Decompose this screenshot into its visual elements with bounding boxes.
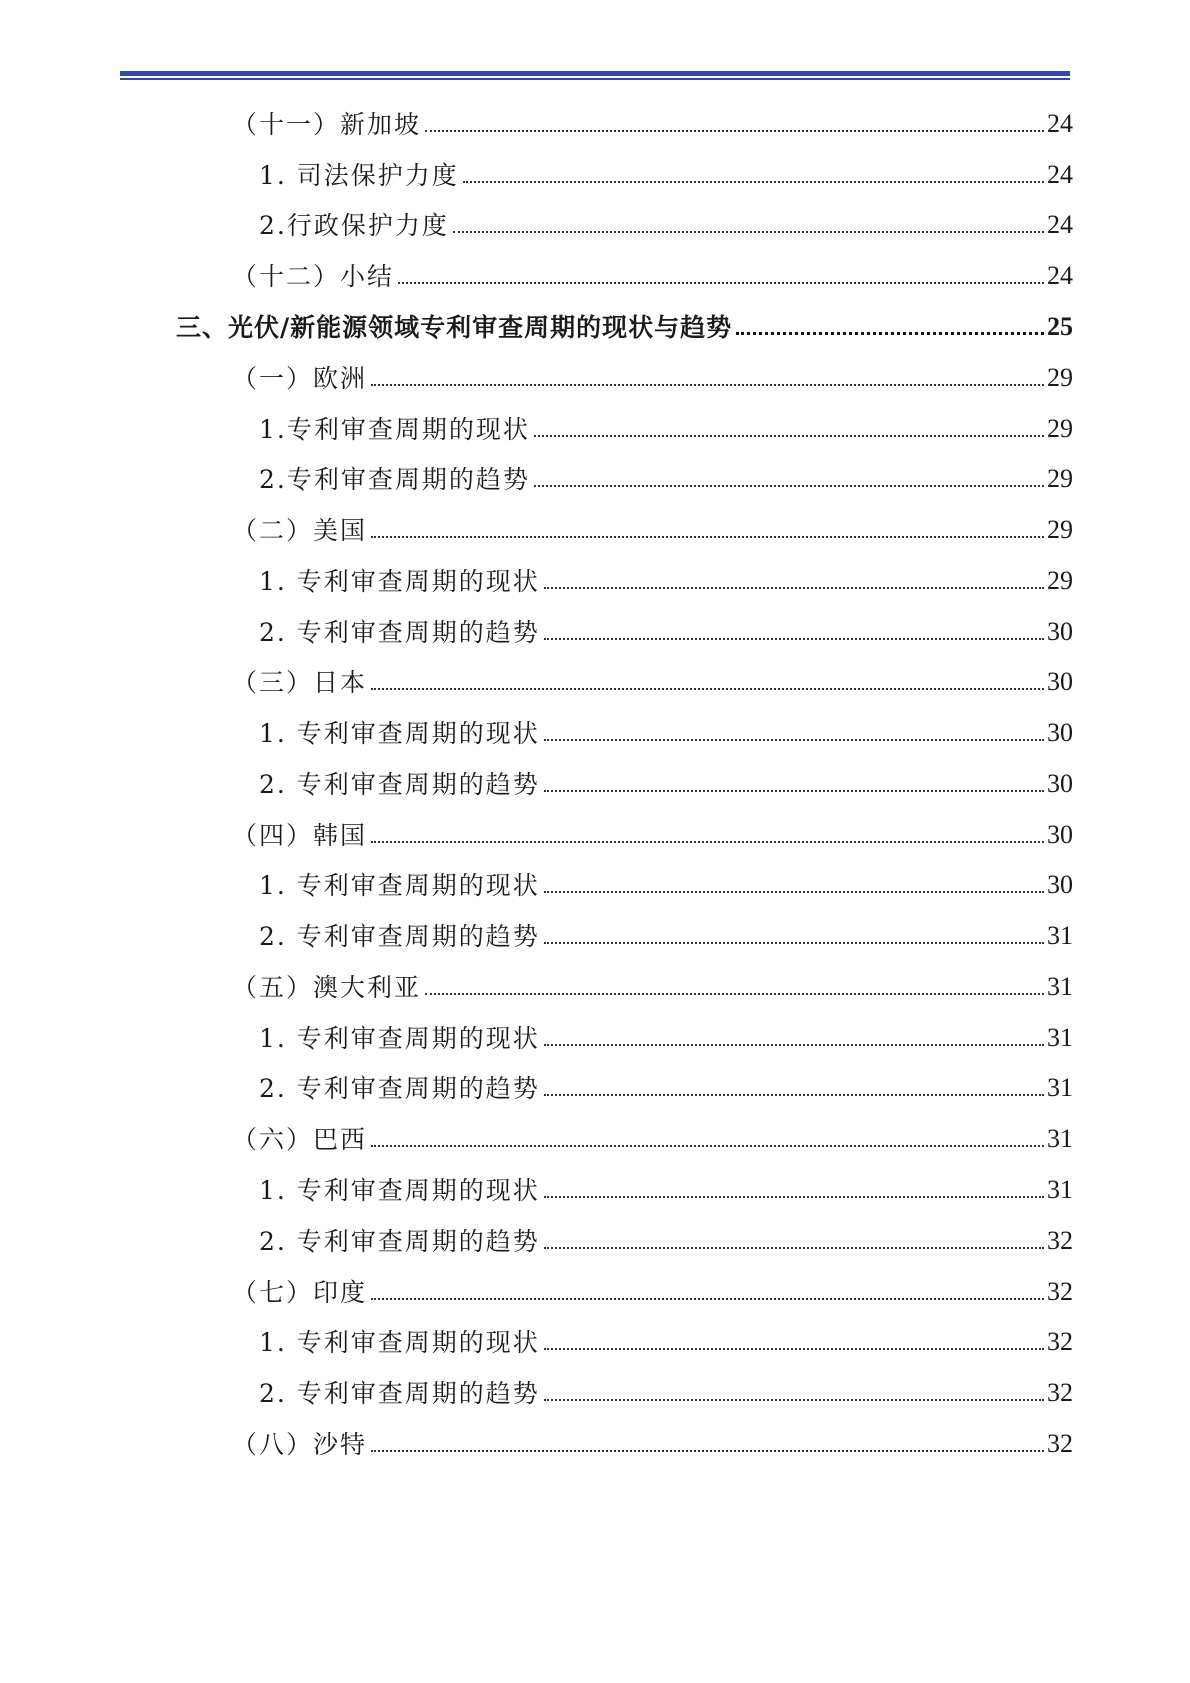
toc-entry[interactable] [259, 757, 1073, 797]
toc-entry[interactable] [259, 1214, 1073, 1254]
toc-dot-leader [534, 435, 1044, 437]
toc-entry[interactable] [232, 1265, 1073, 1305]
toc-dot-leader [544, 739, 1044, 741]
toc-entry[interactable] [232, 1112, 1073, 1152]
toc-page-number: 24 [1047, 160, 1073, 189]
toc-dot-leader [544, 1044, 1044, 1046]
toc-dot-leader [544, 1094, 1044, 1096]
toc-entry[interactable] [259, 605, 1073, 645]
toc-entry-label: 2. 专利审查周期的趋势 [259, 922, 540, 951]
toc-dot-leader [371, 1145, 1044, 1147]
toc-dot-leader [463, 181, 1044, 183]
toc-entry-label: 2. 专利审查周期的趋势 [259, 1379, 540, 1408]
toc-dot-leader [534, 485, 1044, 487]
toc-entry-label: 1. 专利审查周期的现状 [259, 1176, 540, 1205]
toc-dot-leader [544, 942, 1044, 944]
toc-page-number: 32 [1047, 1378, 1073, 1407]
toc-entry-label: （一）欧洲 [232, 364, 368, 393]
toc-entry-chapter[interactable] [176, 300, 1073, 340]
toc-dot-leader [371, 688, 1044, 690]
toc-dot-leader [398, 282, 1044, 284]
header-rule-thin [120, 78, 1070, 80]
toc-page-number: 29 [1047, 566, 1073, 595]
toc-entry[interactable] [259, 1163, 1073, 1203]
toc-dot-leader [371, 841, 1044, 843]
toc-entry-label: 1. 专利审查周期的现状 [259, 1024, 540, 1053]
toc-entry-label: （四）韩国 [232, 821, 368, 850]
toc-dot-leader [425, 130, 1044, 132]
toc-page-number: 31 [1047, 1023, 1073, 1052]
toc-page-number: 30 [1047, 667, 1073, 696]
toc-dot-leader [371, 536, 1044, 538]
toc-page-number: 30 [1047, 820, 1073, 849]
toc-entry-label: 2. 专利审查周期的趋势 [259, 1074, 540, 1103]
toc-entry-label: （七）印度 [232, 1278, 368, 1307]
toc-page-number: 24 [1047, 261, 1073, 290]
toc-entry-label: （十二）小结 [232, 262, 395, 291]
toc-page-number: 29 [1047, 515, 1073, 544]
toc-entry-label: （十一）新加坡 [232, 110, 422, 139]
toc-dot-leader [544, 1348, 1044, 1350]
toc-entry[interactable] [232, 351, 1073, 391]
toc-entry-label: 2.行政保护力度 [259, 211, 449, 240]
toc-dot-leader [544, 1196, 1044, 1198]
toc-entry-label: （五）澳大利亚 [232, 973, 422, 1002]
toc-entry-label: 2. 专利审查周期的趋势 [259, 770, 540, 799]
toc-entry-label: 2. 专利审查周期的趋势 [259, 618, 540, 647]
toc-page-number: 30 [1047, 769, 1073, 798]
toc-page-number: 24 [1047, 210, 1073, 239]
toc-entry[interactable] [232, 655, 1073, 695]
toc-entry[interactable] [259, 1061, 1073, 1101]
toc-entry[interactable] [259, 1011, 1073, 1051]
toc-entry-label: 三、光伏/新能源领域专利审查周期的现状与趋势 [176, 313, 733, 342]
toc-page-number: 31 [1047, 921, 1073, 950]
toc-entry-label: 1. 专利审查周期的现状 [259, 871, 540, 900]
toc-entry[interactable] [259, 554, 1073, 594]
toc-entry[interactable] [259, 198, 1073, 238]
toc-dot-leader [371, 1298, 1044, 1300]
toc-page-number: 32 [1047, 1277, 1073, 1306]
toc-page-number: 31 [1047, 972, 1073, 1001]
toc-page-number: 25 [1047, 312, 1073, 341]
toc-entry[interactable] [259, 706, 1073, 746]
toc-page-number: 29 [1047, 464, 1073, 493]
toc-entry-label: 2.专利审查周期的趋势 [259, 465, 530, 494]
toc-dot-leader [371, 384, 1044, 386]
toc-page-number: 29 [1047, 414, 1073, 443]
toc-dot-leader [371, 1450, 1044, 1452]
toc-entry[interactable] [232, 97, 1073, 137]
toc-page-number: 24 [1047, 109, 1073, 138]
toc-page-number: 31 [1047, 1175, 1073, 1204]
toc-page-number: 30 [1047, 617, 1073, 646]
toc-page-number: 32 [1047, 1429, 1073, 1458]
toc-entry[interactable] [232, 960, 1073, 1000]
toc-page-number: 32 [1047, 1327, 1073, 1356]
toc-page-number: 29 [1047, 363, 1073, 392]
toc-entry[interactable] [232, 1417, 1073, 1457]
toc-entry[interactable] [259, 909, 1073, 949]
toc-entry[interactable] [259, 1366, 1073, 1406]
toc-page-number: 30 [1047, 870, 1073, 899]
toc-dot-leader [544, 1247, 1044, 1249]
toc-entry[interactable] [232, 503, 1073, 543]
toc-page-number: 32 [1047, 1226, 1073, 1255]
toc-entry-label: 2. 专利审查周期的趋势 [259, 1227, 540, 1256]
toc-entry[interactable] [259, 858, 1073, 898]
toc-entry-label: （三）日本 [232, 668, 368, 697]
toc-entry[interactable] [232, 249, 1073, 289]
toc-dot-leader [544, 891, 1044, 893]
header-rule [120, 71, 1070, 80]
toc-entry-label: 1. 司法保护力度 [259, 161, 459, 190]
toc-entry-label: （六）巴西 [232, 1125, 368, 1154]
toc-entry[interactable] [232, 808, 1073, 848]
toc-dot-leader [453, 231, 1044, 233]
toc-entry[interactable] [259, 1315, 1073, 1355]
toc-page-number: 31 [1047, 1124, 1073, 1153]
toc-dot-leader [544, 1399, 1044, 1401]
toc-dot-leader [425, 993, 1044, 995]
toc-entry-label: 1. 专利审查周期的现状 [259, 719, 540, 748]
toc-dot-leader [544, 790, 1044, 792]
toc-dot-leader [544, 587, 1044, 589]
toc-entry[interactable] [259, 402, 1073, 442]
toc-entry-label: （八）沙特 [232, 1430, 368, 1459]
toc-entry-label: 1.专利审查周期的现状 [259, 415, 530, 444]
toc-dot-leader [544, 638, 1044, 640]
toc-entry-label: 1. 专利审查周期的现状 [259, 1328, 540, 1357]
toc-entry[interactable] [259, 452, 1073, 492]
toc-entry-label: 1. 专利审查周期的现状 [259, 567, 540, 596]
toc-page-number: 30 [1047, 718, 1073, 747]
toc-page-number: 31 [1047, 1073, 1073, 1102]
toc-entry[interactable] [259, 148, 1073, 188]
toc-dot-leader [736, 332, 1044, 335]
toc-entry-label: （二）美国 [232, 516, 368, 545]
